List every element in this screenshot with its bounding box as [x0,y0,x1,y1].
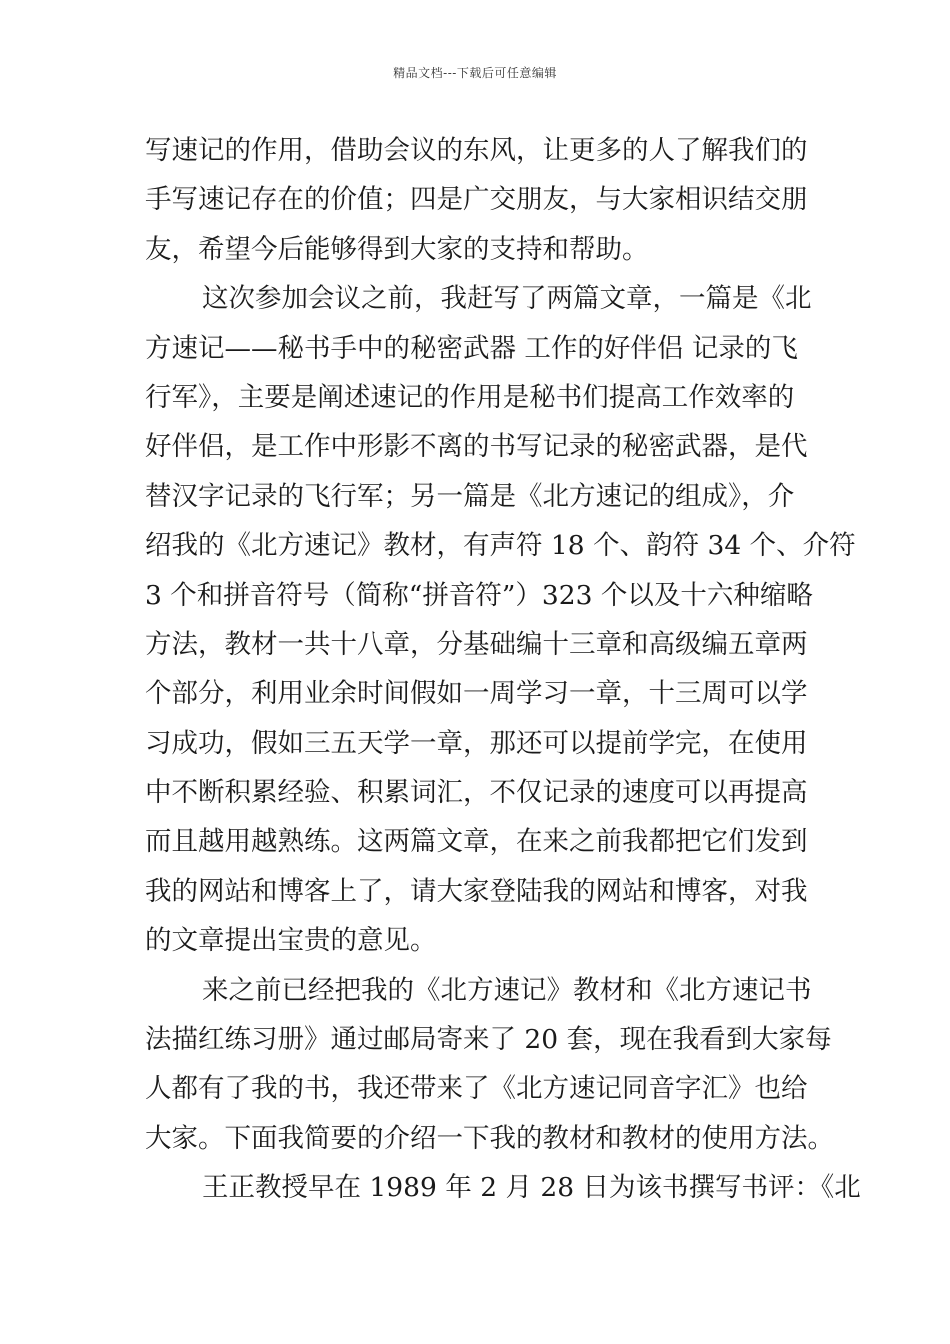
paragraph [145,966,834,1164]
text-line: 王正教授早在 1989 年 2 月 28 日为该书撰写书评：《北 [202,1172,861,1204]
text-line: 我的网站和博客上了，请大家登陆我的网站和博客，对我 [145,875,808,907]
text-line: 人都有了我的书，我还带来了《北方速记同音字汇》也给 [145,1073,808,1105]
text-line: 写速记的作用，借助会议的东风，让更多的人了解我们的 [145,135,808,166]
text-line: 中不断积累经验、积累词汇，不仅记录的速度可以再提高 [145,777,808,809]
paragraph [145,126,807,274]
text-line: 法描红练习册》通过邮局寄来了 20 套，现在我看到大家每 [145,1024,832,1056]
text-line: 这次参加会议之前，我赶写了两篇文章，一篇是《北 [202,283,812,315]
text-line: 而且越用越熟练。这两篇文章，在来之前我都把它们发到 [145,826,808,858]
text-line: 个部分，利用业余时间假如一周学习一章，十三周可以学 [145,678,808,710]
paragraph [145,1163,861,1212]
text-line: 来之前已经把我的《北方速记》教材和《北方速记书 [202,974,812,1006]
text-line: 方速记——秘书手中的秘密武器 工作的好伴侣 记录的飞 [145,332,798,364]
text-line: 绍我的《北方速记》教材，有声符 18 个、韵符 34 个、介符 [145,530,856,562]
text-line: 的文章提出宝贵的意见。 [145,925,437,957]
text-line: 手写速记存在的价值；四是广交朋友，与大家相识结交朋 [145,184,808,216]
text-line: 友，希望今后能够得到大家的支持和帮助。 [145,233,649,265]
text-line: 方法，教材一共十八章，分基础编十三章和高级编五章两 [145,628,808,660]
document-body [145,126,861,1213]
text-line: 3 个和拼音符号（简称“拼音符”）323 个以及十六种缩略 [145,579,813,611]
text-line: 替汉字记录的飞行军；另一篇是《北方速记的组成》，介 [145,480,795,512]
text-line: 大家。下面我简要的介绍一下我的教材和教材的使用方法。 [145,1122,834,1154]
page-header: 精品文档---下载后可任意编辑 [393,66,557,80]
text-line: 好伴侣，是工作中形影不离的书写记录的秘密武器，是代 [145,431,808,463]
text-line: 习成功，假如三五天学一章，那还可以提前学完，在使用 [145,727,808,759]
text-line: 行军》，主要是阐述速记的作用是秘书们提高工作效率的 [145,381,795,413]
paragraph [145,274,856,965]
